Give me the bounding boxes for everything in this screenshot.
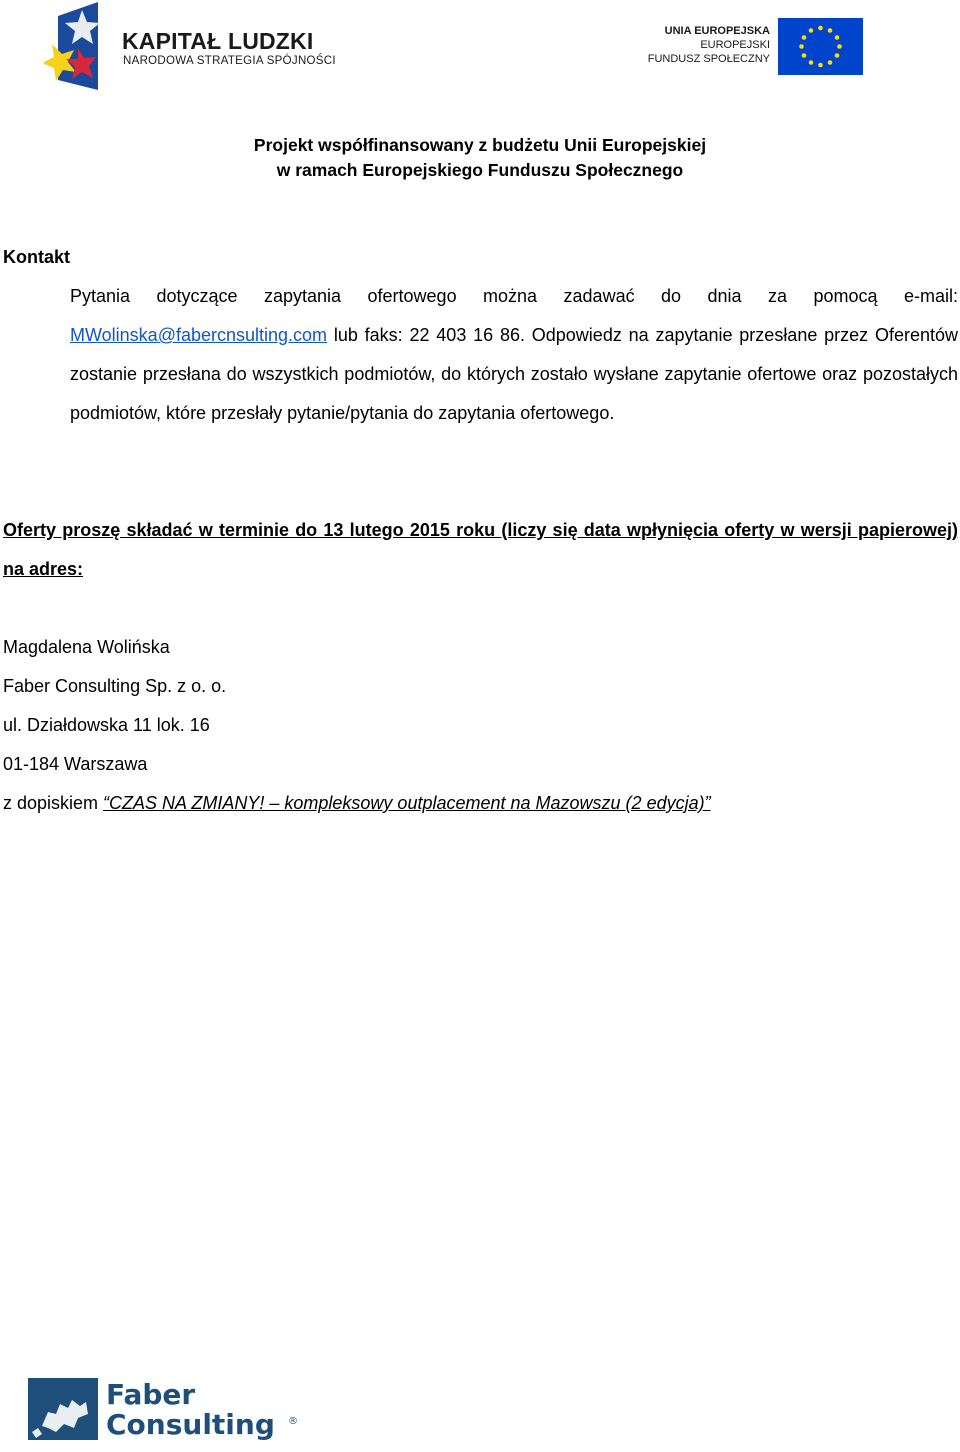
faber-consulting-logo xyxy=(22,1368,312,1448)
eu-line-2: EUROPEJSKI xyxy=(700,39,770,51)
address-city: 01-184 Warszawa xyxy=(3,754,148,774)
address-company: Faber Consulting Sp. z o. o. xyxy=(3,676,227,696)
address-block xyxy=(3,628,903,823)
eu-line-1: UNIA EUROPEJSKA xyxy=(664,25,770,37)
eu-flag-icon xyxy=(778,18,863,75)
kapital-ludzki-subtitle: NARODOWA STRATEGIA SPÓJNOŚCI xyxy=(123,55,336,67)
project-heading xyxy=(0,133,960,183)
kapital-ludzki-title: KAPITAŁ LUDZKI xyxy=(122,28,314,54)
kontakt-paragraph xyxy=(70,277,958,433)
kontakt-heading: Kontakt xyxy=(3,247,70,267)
eu-line-3: FUNDUSZ SPOŁECZNY xyxy=(647,53,770,65)
faber-logo-registered-mark: ® xyxy=(288,1416,298,1427)
project-name-link: “CZAS NA ZMIANY! – kompleksowy outplacement na Mazowszu (2 edycja)” xyxy=(103,793,711,813)
kontakt-text-before: Pytania dotyczące zapytania ofertowego można zadawać do dnia za pomocą e-mail: xyxy=(70,286,958,306)
email-link[interactable]: MWolinska@fabercnsulting.com xyxy=(70,325,328,345)
project-heading-line-1: Projekt współfinansowany z budżetu Unii Europejskiej xyxy=(253,135,707,155)
project-heading-line-2: w ramach Europejskiego Funduszu Społecznego xyxy=(276,160,684,180)
eu-logo-text xyxy=(640,24,770,66)
kontakt-text-after: lub faks: 22 403 16 86. Odpowiedz na zapytanie przesłane przez Oferentów zostanie przesłana do wszystkich podmiotów, do których zostało wysłane zapytanie ofertowe oraz pozostałych podmiotów, które przesłały pytanie/pytania do zapytania ofertowego. xyxy=(70,325,958,423)
offers-instructions: Oferty proszę składać w terminie do 13 lutego 2015 roku (liczy się data wpłynięcia oferty w wersji papierowej) na adres: xyxy=(3,520,958,579)
address-note xyxy=(3,784,903,823)
faber-logo-word-2: Consulting xyxy=(106,1408,275,1441)
address-street: ul. Działdowska 11 lok. 16 xyxy=(3,715,210,735)
faber-logo-word-1: Faber xyxy=(106,1378,196,1411)
address-name: Magdalena Wolińska xyxy=(3,637,170,657)
address-note-prefix: z dopiskiem xyxy=(3,793,104,813)
